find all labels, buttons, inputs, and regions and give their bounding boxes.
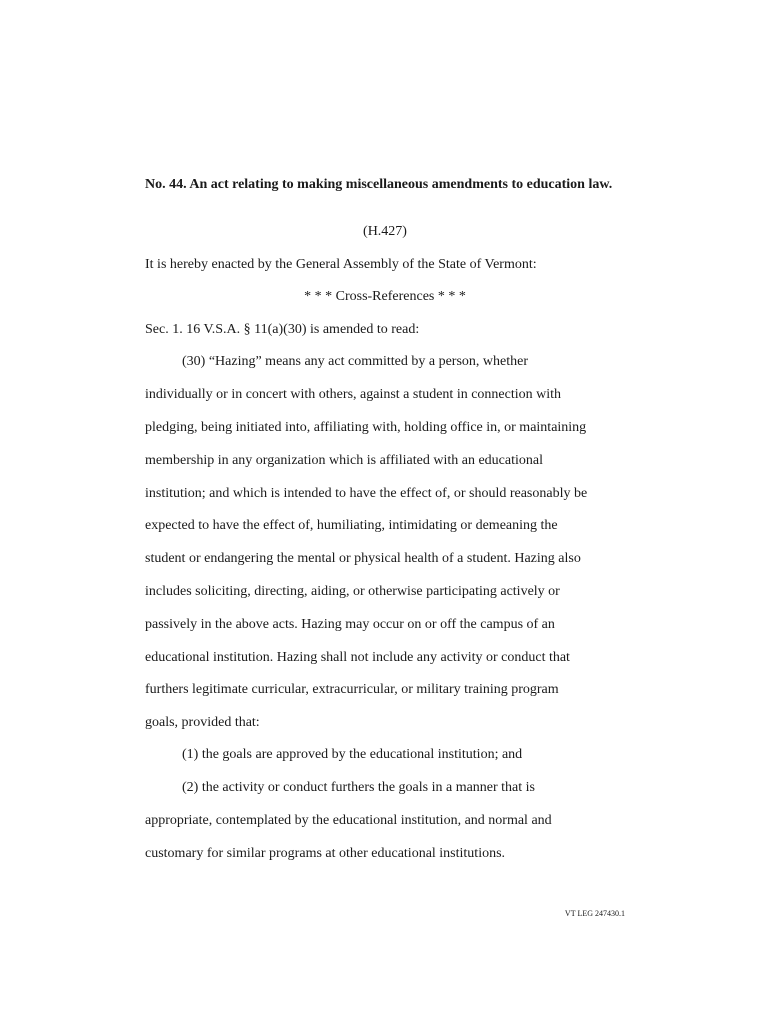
hazing-line: furthers legitimate curricular, extracurricular, or military training program — [145, 682, 559, 697]
bill-number: (H.427) — [363, 224, 407, 239]
hazing-line: goals, provided that: — [145, 715, 260, 730]
subsection-2-line: (2) the activity or conduct furthers the goals in a manner that is — [182, 780, 536, 795]
hazing-line: pledging, being initiated into, affiliating with, holding office in, or maintaining — [145, 420, 587, 435]
enacting-clause: It is hereby enacted by the General Assembly of the State of Vermont: — [145, 257, 537, 272]
subsection-2-line: appropriate, contemplated by the educational institution, and normal and — [145, 813, 552, 828]
act-title: No. 44. An act relating to making miscellaneous amendments to education law. — [145, 177, 613, 192]
subsection-1: (1) the goals are approved by the educational institution; and — [182, 747, 523, 762]
section-1-intro: Sec. 1. 16 V.S.A. § 11(a)(30) is amended to read: — [145, 322, 420, 337]
hazing-line: passively in the above acts. Hazing may occur on or off the campus of an — [145, 617, 555, 632]
hazing-line: expected to have the effect of, humiliating, intimidating or demeaning the — [145, 518, 558, 533]
hazing-line: includes soliciting, directing, aiding, or otherwise participating actively or — [145, 584, 560, 599]
footer-code: VT LEG 247430.1 — [564, 909, 625, 918]
hazing-line: student or endangering the mental or physical health of a student. Hazing also — [145, 551, 581, 566]
hazing-line: (30) “Hazing” means any act committed by a person, whether — [182, 354, 528, 369]
subsection-2-line: customary for similar programs at other educational institutions. — [145, 846, 506, 861]
hazing-line: educational institution. Hazing shall not include any activity or conduct that — [145, 650, 570, 665]
hazing-line: institution; and which is intended to have the effect of, or should reasonably be — [145, 486, 588, 501]
hazing-line: membership in any organization which is affiliated with an educational — [145, 453, 543, 468]
hazing-line: individually or in concert with others, against a student in connection with — [145, 387, 562, 402]
section-heading: * * * Cross-References * * * — [304, 289, 466, 304]
